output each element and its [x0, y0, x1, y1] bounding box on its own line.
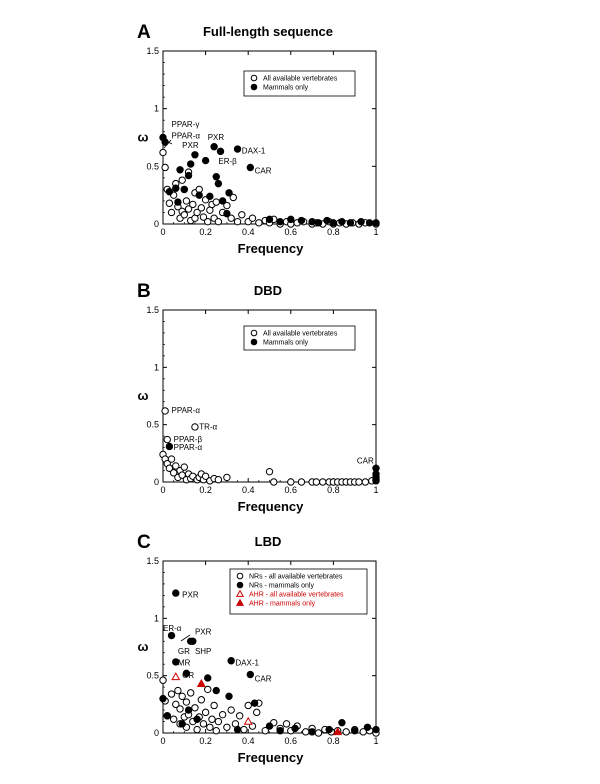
data-point [181, 464, 187, 470]
data-point [190, 201, 196, 207]
data-point [292, 725, 298, 731]
data-point [228, 658, 234, 664]
data-point [266, 723, 272, 729]
annotation-label: DAX-1 [235, 658, 259, 668]
x-tick-label: 0 [160, 736, 166, 746]
x-tick-label: 0.4 [241, 227, 255, 237]
data-point [187, 161, 193, 167]
data-point [194, 716, 200, 722]
data-point [179, 177, 185, 183]
data-point [172, 673, 179, 679]
data-point [339, 719, 345, 725]
legend-entry: All available vertebrates [263, 330, 338, 338]
x-tick-label: 0 [160, 227, 166, 237]
annotation-label: CAR [254, 166, 272, 176]
x-axis-label: Frequency [237, 241, 304, 256]
data-point [166, 200, 172, 206]
panel-letter: B [137, 281, 151, 302]
data-point [185, 707, 191, 713]
annotation-label: ER-α [163, 623, 182, 633]
data-point [362, 479, 368, 485]
panel-a [137, 22, 379, 256]
data-point [160, 149, 166, 155]
annotation-label: DAX-1 [241, 146, 266, 156]
data-point [219, 711, 225, 717]
data-point [213, 174, 219, 180]
x-tick-label: 0.8 [327, 485, 340, 495]
x-tick-label: 0.6 [284, 227, 298, 237]
data-point [373, 478, 379, 484]
data-point [207, 193, 213, 199]
annotation-label: PXR [207, 132, 225, 142]
data-point [326, 726, 332, 732]
legend-marker [237, 582, 243, 588]
data-point [228, 707, 234, 713]
x-axis-label: Frequency [237, 750, 304, 765]
data-point [373, 220, 379, 226]
data-point [219, 198, 225, 204]
legend-entry: AHR - mammals only [249, 600, 316, 608]
legend-entry: All available vertebrates [263, 75, 338, 83]
data-point [168, 632, 174, 638]
data-point [215, 718, 221, 724]
data-point [177, 706, 183, 712]
data-point [181, 212, 187, 218]
legend-marker [251, 75, 257, 81]
data-point [234, 726, 240, 732]
data-point [364, 724, 370, 730]
data-point [213, 728, 219, 734]
data-point [162, 164, 168, 170]
data-point [175, 199, 181, 205]
annotation-label: GR [182, 670, 195, 680]
y-tick-label: 1 [153, 103, 159, 114]
data-point [373, 726, 379, 732]
data-point [194, 726, 200, 732]
x-tick-label: 0.6 [284, 485, 298, 495]
data-point [202, 709, 208, 715]
data-point [247, 671, 253, 677]
data-point [215, 180, 221, 186]
data-point [358, 218, 364, 224]
y-tick-label: 0 [153, 477, 159, 487]
annotation-label: ER-β [218, 157, 237, 167]
legend [244, 326, 355, 350]
data-point [160, 677, 166, 683]
data-point [164, 436, 170, 442]
legend-entry: AHR - all available vertebrates [249, 591, 344, 599]
panel-title: Full-length sequence [202, 24, 334, 39]
x-tick-label: 0.8 [327, 736, 340, 746]
data-point [247, 164, 253, 170]
data-point [288, 479, 294, 485]
x-tick-label: 0 [160, 485, 166, 495]
annotation-label: PXR [182, 140, 199, 150]
data-point [298, 479, 304, 485]
legend-marker [237, 573, 243, 579]
data-point [254, 709, 260, 715]
y-tick-label: 1.5 [146, 305, 159, 315]
data-point [236, 713, 242, 719]
data-point [196, 192, 202, 198]
legend [244, 71, 355, 96]
data-point [205, 686, 211, 692]
x-tick-label: 0.4 [241, 736, 255, 746]
x-axis-label: Frequency [237, 499, 304, 514]
data-point [183, 198, 189, 204]
data-point [315, 220, 321, 226]
data-point [249, 215, 255, 221]
data-point [288, 216, 294, 222]
data-point [245, 718, 252, 724]
data-point [168, 209, 174, 215]
y-axis-label: ω [137, 129, 149, 145]
y-tick-label: 0 [153, 728, 159, 738]
data-point [245, 702, 251, 708]
data-point [224, 724, 230, 730]
data-point [256, 220, 262, 226]
data-point [209, 716, 215, 722]
data-point [213, 199, 219, 205]
annotation-label: PXR [182, 590, 199, 600]
y-tick-label: 1 [153, 613, 159, 624]
data-point [356, 479, 362, 485]
data-point [330, 220, 336, 226]
legend-entry: Mammals only [263, 84, 309, 92]
data-point [164, 713, 170, 719]
data-point [309, 729, 315, 735]
data-point [198, 697, 204, 703]
y-axis-label: ω [137, 639, 149, 654]
data-point [205, 218, 211, 224]
data-point [160, 695, 166, 701]
data-point [211, 144, 217, 150]
panel-title: DBD [253, 283, 283, 298]
annotation-label: PPAR-α [171, 406, 201, 416]
annotation-label: MR [177, 658, 191, 668]
data-point [187, 690, 193, 696]
data-point [324, 217, 330, 223]
data-point [339, 218, 345, 224]
x-tick-label: 0.2 [199, 736, 212, 746]
x-tick-label: 1 [373, 485, 379, 495]
data-point [168, 456, 174, 462]
x-tick-label: 0.4 [241, 485, 255, 495]
data-point [224, 210, 230, 216]
data-point [320, 479, 326, 485]
panel-letter: A [137, 22, 151, 43]
data-point [239, 212, 245, 218]
data-point [175, 687, 181, 693]
data-point [251, 700, 257, 706]
x-tick-label: 0.6 [284, 736, 298, 746]
data-point [298, 217, 304, 223]
data-point [185, 172, 191, 178]
annotation-label: TR-α [199, 422, 218, 432]
data-point [277, 728, 283, 734]
data-point [234, 218, 240, 224]
x-tick-label: 0.8 [327, 227, 340, 237]
annotation-label: GR [177, 646, 190, 656]
data-point [266, 216, 272, 222]
panel-title: LBD [254, 534, 282, 549]
data-point [166, 443, 172, 449]
y-axis-label: ω [137, 388, 149, 403]
data-point [170, 716, 176, 722]
legend-marker [251, 339, 257, 345]
data-point [205, 675, 211, 681]
data-point [283, 721, 289, 727]
panel-letter: C [137, 532, 151, 553]
data-point [217, 148, 223, 154]
y-tick-label: 1.5 [146, 556, 159, 566]
data-point [315, 730, 321, 736]
panel-c [137, 532, 379, 765]
data-point [213, 687, 219, 693]
data-point [271, 479, 277, 485]
y-tick-label: 0.5 [146, 161, 159, 172]
legend-marker [251, 330, 257, 336]
y-tick-label: 1 [153, 362, 159, 373]
data-point [207, 724, 213, 730]
data-point [192, 705, 198, 711]
x-tick-label: 1 [373, 227, 379, 237]
data-point [181, 186, 187, 192]
x-tick-label: 0.2 [199, 485, 212, 495]
data-point [179, 693, 185, 699]
annotation-label: CAR [254, 674, 272, 684]
data-point [166, 189, 172, 195]
legend [230, 569, 367, 614]
annotation-label: CAR [356, 456, 374, 466]
data-point [226, 693, 232, 699]
data-point [215, 477, 221, 483]
legend-entry: NRs - mammals only [249, 582, 314, 590]
data-point [179, 721, 185, 727]
y-tick-label: 0.5 [146, 419, 159, 430]
data-point [277, 218, 283, 224]
legend-entry: Mammals only [263, 339, 309, 347]
data-point [224, 474, 230, 480]
data-point [234, 146, 240, 152]
data-point [162, 408, 168, 414]
data-point [173, 590, 179, 596]
data-point [183, 699, 189, 705]
data-point [366, 220, 372, 226]
data-point [313, 479, 319, 485]
data-point [266, 468, 272, 474]
data-point [192, 152, 198, 158]
legend-marker [251, 84, 257, 90]
data-point [202, 157, 208, 163]
annotation-label: PXR [194, 627, 212, 637]
x-tick-label: 1 [373, 736, 379, 746]
data-point [343, 729, 349, 735]
data-point [303, 729, 309, 735]
data-point [173, 185, 179, 191]
y-tick-label: 1.5 [146, 46, 159, 56]
annotation-label: PPAR-α [171, 131, 201, 141]
annotation-label: PPAR-β [173, 434, 203, 444]
panel-b [137, 281, 379, 514]
data-point [198, 680, 205, 686]
data-point [177, 167, 183, 173]
data-point [168, 691, 174, 697]
data-point [211, 702, 217, 708]
y-tick-label: 0 [153, 219, 159, 229]
annotation-label: SHP [194, 646, 212, 656]
data-point [200, 721, 206, 727]
annotation-label: PPAR-γ [171, 120, 200, 130]
data-point [226, 190, 232, 196]
data-point [215, 218, 221, 224]
data-point [198, 205, 204, 211]
legend-entry: NRs - all available vertebrates [249, 573, 343, 581]
data-point [192, 424, 198, 430]
data-point [352, 728, 358, 734]
x-tick-label: 0.2 [199, 227, 212, 237]
data-point [241, 726, 247, 732]
y-tick-label: 0.5 [146, 670, 159, 681]
data-point [309, 218, 315, 224]
data-point [347, 220, 353, 226]
annotation-label: PPAR-α [173, 442, 203, 452]
data-point [190, 638, 196, 644]
